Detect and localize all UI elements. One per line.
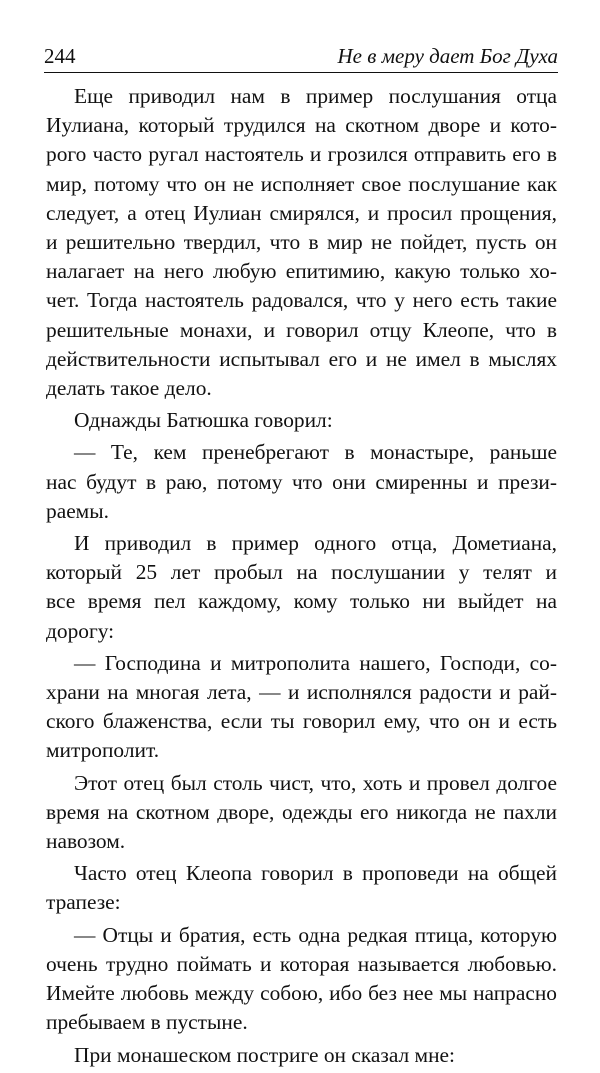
running-title: Не в меру дает Бог Духа xyxy=(337,44,558,68)
paragraph xyxy=(46,529,557,646)
paragraph xyxy=(46,649,557,766)
text-line: ского блаженства, если ты говорил ему, что он и есть xyxy=(46,709,557,734)
paragraph xyxy=(46,921,557,1038)
text-line: следует, а отец Иулиан смирялся, и просил прощения, xyxy=(46,200,557,225)
text-line: который 25 лет пробыл на послушании у телят и xyxy=(46,560,557,585)
paragraph xyxy=(46,82,557,403)
page-header xyxy=(44,40,558,73)
text-line: Этот отец был столь чист, что, хоть и провел долгое xyxy=(74,770,557,795)
text-line: мир, потому что он не исполняет свое послушание как xyxy=(46,171,557,196)
paragraph xyxy=(46,859,557,917)
text-line: храни на многая лета, — и исполнялся радости и рай- xyxy=(46,680,557,705)
text-line: навозом. xyxy=(46,829,126,854)
text-line: трапезе: xyxy=(46,890,121,915)
text-line: — Те, кем пренебрегают в монастыре, раньше xyxy=(74,440,557,465)
text-line: время на скотном дворе, одежды его никогда не пахли xyxy=(46,799,557,824)
text-line: Иулиана, который трудился на скотном дворе и кото- xyxy=(46,113,557,138)
text-line: — Господина и митрополита нашего, Господи, со- xyxy=(74,650,557,675)
text-line: и решительно твердил, что в мир не пойдет, пусть он xyxy=(46,230,557,255)
text-line: митрополит. xyxy=(46,738,160,763)
text-line: раемы. xyxy=(46,498,109,523)
text-line: решительные монахи, и говорил отцу Клеопе, что в xyxy=(46,317,557,342)
text-line: нас будут в раю, потому что они смиренны и прези- xyxy=(46,469,557,494)
text-line: дорогу: xyxy=(46,618,115,643)
text-line: Имейте любовь между собою, ибо без нее мы напрасно xyxy=(46,981,557,1006)
text-line: делать такое дело. xyxy=(46,376,212,401)
text-line: И приводил в пример одного отца, Дометиана, xyxy=(74,531,557,556)
text-line: действительности испытывал его и не имел в мыслях xyxy=(46,346,557,371)
paragraph xyxy=(46,769,557,857)
page-number: 244 xyxy=(44,44,76,68)
text-line: чет. Тогда настоятель радовался, что у него есть такие xyxy=(46,288,557,313)
text-line: пребываем в пустыне. xyxy=(46,1010,248,1035)
text-line: Часто отец Клеопа говорил в проповеди на общей xyxy=(74,861,557,886)
text-line: Однажды Батюшка говорил: xyxy=(74,408,333,433)
body-text xyxy=(46,82,557,1073)
paragraph xyxy=(46,438,557,526)
text-line: При монашеском постриге он сказал мне: xyxy=(74,1042,455,1067)
text-line: Еще приводил нам в пример послушания отца xyxy=(74,84,557,108)
text-line: рого часто ругал настоятель и грозился отправить его в xyxy=(46,142,557,167)
text-line: налагает на него любую епитимию, какую только хо- xyxy=(46,259,557,284)
text-line: все время пел каждому, кому только ни выйдет на xyxy=(46,589,557,614)
text-line: очень трудно поймать и которая называется любовью. xyxy=(46,951,557,976)
paragraph xyxy=(46,406,557,435)
text-line: — Отцы и братия, есть одна редкая птица, которую xyxy=(74,922,557,947)
paragraph xyxy=(46,1041,557,1070)
